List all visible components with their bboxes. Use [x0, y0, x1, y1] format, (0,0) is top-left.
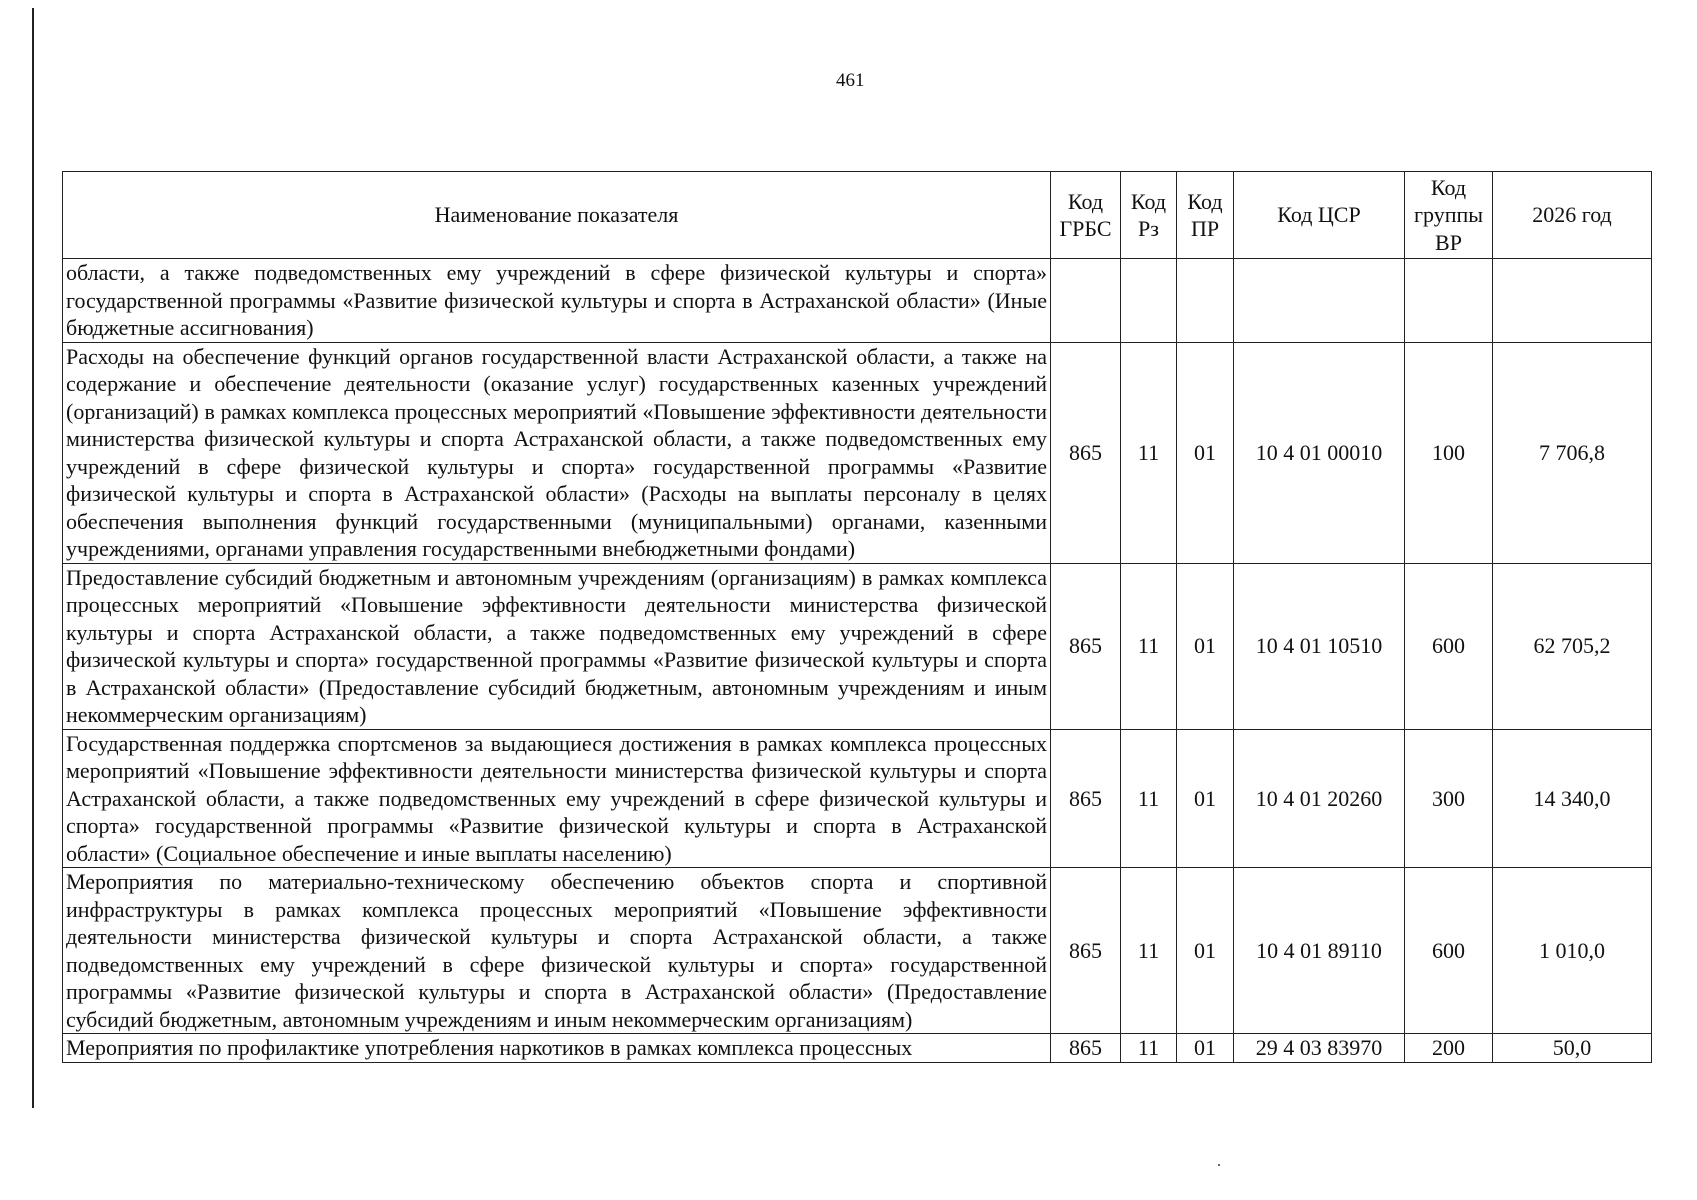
row-csr: 29 4 03 83970	[1234, 1034, 1405, 1063]
header-grbs: Код ГРБС	[1051, 172, 1121, 259]
row-name: Расходы на обеспечение функций органов государственной власти Астраханской области, а также на содержание и обеспечение деятельности (оказание услуг) государственных казенных учреждений (организаций) в рамках комплекса процессных мероприятий «Повышение эффективности деятельности министерства физической культуры и спорта Астраханской области, а также подведомственных ему учреждений в сфере физической культуры и спорта» государственной программы «Развитие физической культуры и спорта в Астраханской области» (Расходы на выплаты персоналу в целях обеспечения выполнения функций государственными (муниципальными) органами, казенными учреждениями, органами управления государственными внебюджетными фондами)	[63, 342, 1051, 563]
table-row	[63, 868, 1652, 1034]
row-pr: 01	[1177, 729, 1234, 868]
row-csr	[1234, 259, 1405, 343]
budget-table	[62, 171, 1652, 1063]
row-name: Мероприятия по профилактике употребления наркотиков в рамках комплекса процессных	[63, 1034, 1051, 1063]
row-rz: 11	[1121, 1034, 1177, 1063]
table-header-row	[63, 172, 1652, 259]
row-pr: 01	[1177, 342, 1234, 563]
table-row	[63, 342, 1652, 563]
row-grbs: 865	[1051, 729, 1121, 868]
row-amount	[1493, 259, 1652, 343]
row-vr: 100	[1405, 342, 1493, 563]
row-amount: 62 705,2	[1493, 563, 1652, 729]
table-row	[63, 729, 1652, 868]
row-csr: 10 4 01 10510	[1234, 563, 1405, 729]
row-csr: 10 4 01 00010	[1234, 342, 1405, 563]
header-vr: Код группы ВР	[1405, 172, 1493, 259]
row-pr	[1177, 259, 1234, 343]
header-csr: Код ЦСР	[1234, 172, 1405, 259]
row-grbs: 865	[1051, 563, 1121, 729]
margin-rule	[32, 8, 34, 1108]
row-vr: 300	[1405, 729, 1493, 868]
row-name: области, а также подведомственных ему учреждений в сфере физической культуры и спорта» государственной программы «Развитие физической культуры и спорта в Астраханской области» (Иные бюджетные ассигнования)	[63, 259, 1051, 343]
header-name: Наименование показателя	[63, 172, 1051, 259]
table-row	[63, 1034, 1652, 1063]
row-rz	[1121, 259, 1177, 343]
header-pr: Код ПР	[1177, 172, 1234, 259]
row-grbs: 865	[1051, 342, 1121, 563]
row-amount: 50,0	[1493, 1034, 1652, 1063]
row-pr: 01	[1177, 563, 1234, 729]
row-vr: 600	[1405, 868, 1493, 1034]
row-amount: 14 340,0	[1493, 729, 1652, 868]
row-name: Мероприятия по материально-техническому обеспечению объектов спорта и спортивной инфраструктуры в рамках комплекса процессных мероприятий «Повышение эффективности деятельности министерства физической культуры и спорта Астраханской области, а также подведомственных ему учреждений в сфере физической культуры и спорта» государственной программы «Развитие физической культуры и спорта в Астраханской области» (Предоставление субсидий бюджетным, автономным учреждениям и иным некоммерческим организациям)	[63, 868, 1051, 1034]
row-rz: 11	[1121, 563, 1177, 729]
table-row	[63, 259, 1652, 343]
scan-speck	[1218, 1164, 1220, 1166]
row-amount: 7 706,8	[1493, 342, 1652, 563]
row-amount: 1 010,0	[1493, 868, 1652, 1034]
row-grbs	[1051, 259, 1121, 343]
row-name: Предоставление субсидий бюджетным и автономным учреждениям (организациям) в рамках комплекса процессных мероприятий «Повышение эффективности деятельности министерства физической культуры и спорта Астраханской области, а также подведомственных ему учреждений в сфере физической культуры и спорта» государственной программы «Развитие физической культуры и спорта в Астраханской области» (Предоставление субсидий бюджетным, автономным учреждениям и иным некоммерческим организациям)	[63, 563, 1051, 729]
row-pr: 01	[1177, 1034, 1234, 1063]
row-vr	[1405, 259, 1493, 343]
row-rz: 11	[1121, 868, 1177, 1034]
row-csr: 10 4 01 89110	[1234, 868, 1405, 1034]
row-vr: 200	[1405, 1034, 1493, 1063]
row-name: Государственная поддержка спортсменов за выдающиеся достижения в рамках комплекса процессных мероприятий «Повышение эффективности деятельности министерства физической культуры и спорта Астраханской области, а также подведомственных ему учреждений в сфере физической культуры и спорта» государственной программы «Развитие физической культуры и спорта в Астраханской области» (Социальное обеспечение и иные выплаты населению)	[63, 729, 1051, 868]
row-rz: 11	[1121, 342, 1177, 563]
row-csr: 10 4 01 20260	[1234, 729, 1405, 868]
row-pr: 01	[1177, 868, 1234, 1034]
table-row	[63, 563, 1652, 729]
header-rz: Код Рз	[1121, 172, 1177, 259]
row-grbs: 865	[1051, 868, 1121, 1034]
row-grbs: 865	[1051, 1034, 1121, 1063]
header-year: 2026 год	[1493, 172, 1652, 259]
row-vr: 600	[1405, 563, 1493, 729]
row-rz: 11	[1121, 729, 1177, 868]
